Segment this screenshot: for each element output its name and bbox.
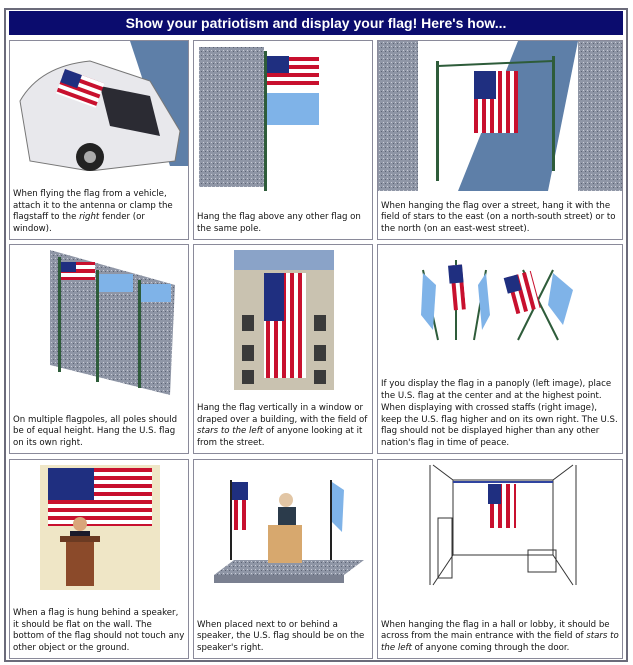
panel-caption: When placed next to or behind a speaker, the U.S. flag should be on the speaker's right. — [197, 619, 365, 654]
panoply-illustration — [378, 245, 623, 355]
panel-caption: When flying the flag from a vehicle, attach it to the antenna or clamp the flagstaff to the right fender (or window). — [13, 188, 173, 235]
panel-hall — [377, 459, 623, 659]
panel-caption: On multiple flagpoles, all poles should be of equal height. Hang the U.S. flag on its own right. — [13, 414, 178, 449]
panel-building — [193, 244, 373, 454]
panel-multiple-poles — [9, 244, 189, 454]
speaker-wall-illustration — [10, 460, 189, 600]
hall-flag-illustration — [378, 460, 623, 590]
panel-panoply — [377, 244, 623, 454]
panel-caption: Hang the flag above any other flag on the same pole. — [197, 212, 361, 235]
panel-vehicle — [9, 40, 189, 240]
building-flag-illustration — [194, 245, 373, 395]
panel-caption: If you display the flag in a panoply (left image), place the U.S. flag at the center and at the highest point. When displaying with crossed staffs (right image), keep the U.S. flag higher and on its own right. The U.S. flag should not be displayed higher than any other nation's flag in time of peace. — [381, 379, 618, 449]
panel-caption: When hanging the flag in a hall or lobby, it should be across from the main entrance with the field of stars to the left of anyone coming through the door. — [381, 619, 619, 654]
page-title: Show your patriotism and display your flag! Here's how... — [9, 11, 623, 35]
panel-caption: When hanging the flag over a street, hang it with the field of stars to the east (on a north-south street) or to the north (on an east-west street). — [381, 200, 616, 235]
panel-caption: Hang the flag vertically in a window or draped over a building, with the field of stars to the left of anyone looking at it from the street. — [197, 402, 368, 449]
panel-caption: When a flag is hung behind a speaker, it should be flat on the wall. The bottom of the flag should not touch any other object or the ground. — [13, 607, 185, 654]
panel-over-street — [377, 40, 623, 240]
vehicle-flag-illustration — [10, 41, 189, 171]
street-flag-illustration — [378, 41, 623, 191]
panel-speaker-wall — [9, 459, 189, 659]
panel-speaker-stage — [193, 459, 373, 659]
same-pole-illustration — [194, 41, 373, 201]
panel-same-pole — [193, 40, 373, 240]
multiple-poles-illustration — [10, 245, 189, 395]
speaker-stage-illustration — [194, 460, 373, 600]
